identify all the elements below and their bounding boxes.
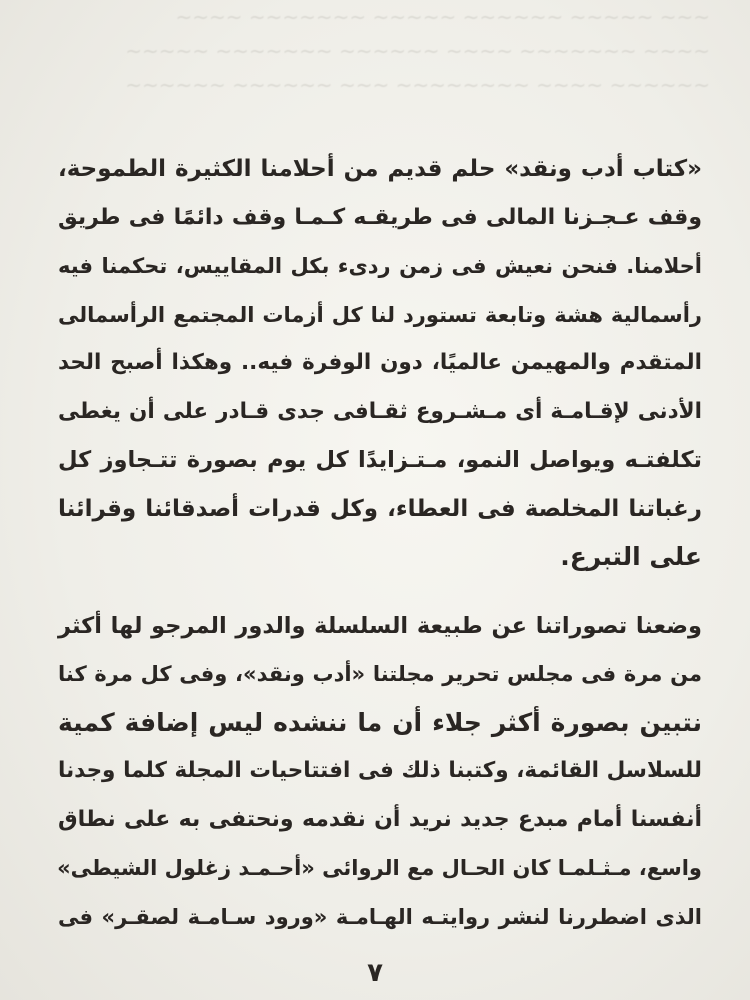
text-line: أنفسنا أمام مبدع جديد نريد أن نقدمه ونحتفى به على نطاق [58,806,702,832]
text-line: تكلفتـه ويواصل النمو، مـتـزايدًا كل يوم بصورة تتـجاوز كل [58,447,702,473]
text-line: وضعنا تصوراتنا عن طبيعة السلسلة والدور المرجو لها أكثر [58,612,702,639]
text-line: المتقدم والمهيمن عالميًا، دون الوفرة فيه.. وهكذا أصبح الحد [58,350,702,375]
reverse-side-bleed-through: ~~~ ~~~~~ ~~~~~~ ~~~~~ ~~~~~~~ ~~~~ ~~~~ ~~~~~~~ ~~~~ ~~~~~~ ~~~~~~~ ~~~~~ ~~~~~~ ~~~~ ~~~~~~~~ ~~~ ~~~~~~ ~~~~~~ [125,5,710,97]
text-line: وقف عـجـزنا المالى فى طريقـه كـمـا وقف دائمًا فى طريق [58,204,702,230]
text-line: الذى اضطررنا لنشر روايتـه الهـامـة «ورود سـامـة لصقـر» فى [58,904,702,929]
text-line: للسلاسل القائمة، وكتبنا ذلك فى افتتاحيات المجلة كلما وجدنا [58,758,702,783]
text-line: رغباتنا المخلصة فى العطاء، وكل قدرات أصدقائنا وقرائنا [58,495,702,522]
body-text [58,145,702,941]
text-line: من مرة فى مجلس تحرير مجلتنا «أدب ونقد»، وفى كل مرة كنا [58,662,702,686]
text-line: رأسمالية هشة وتابعة تستورد لنا كل أزمات المجتمع الرأسمالى [58,302,702,327]
text-line: واسع، مـثـلمـا كان الحـال مع الروائى «أحـمـد زغلول الشيطى» [57,856,702,880]
text-line: «كتاب أدب ونقد» حلم قديم من أحلامنا الكثيرة الطموحة، [58,156,702,182]
text-line: الأدنى لإقـامـة أى مـشـروع ثقـافى جدى قـادر على أن يغطى [58,398,702,424]
page-number: ٧ [367,958,383,988]
text-line: نتبين بصورة أكثر جلاء أن ما ننشده ليس إضافة كمية [58,707,702,737]
text-line: على التبرع. [560,542,702,571]
text-line: أحلامنا. فنحن نعيش فى زمن ردىء بكل المقاييس، تحكمنا فيه [58,254,702,278]
paragraph-1 [58,145,702,582]
paragraph-2 [58,602,702,942]
